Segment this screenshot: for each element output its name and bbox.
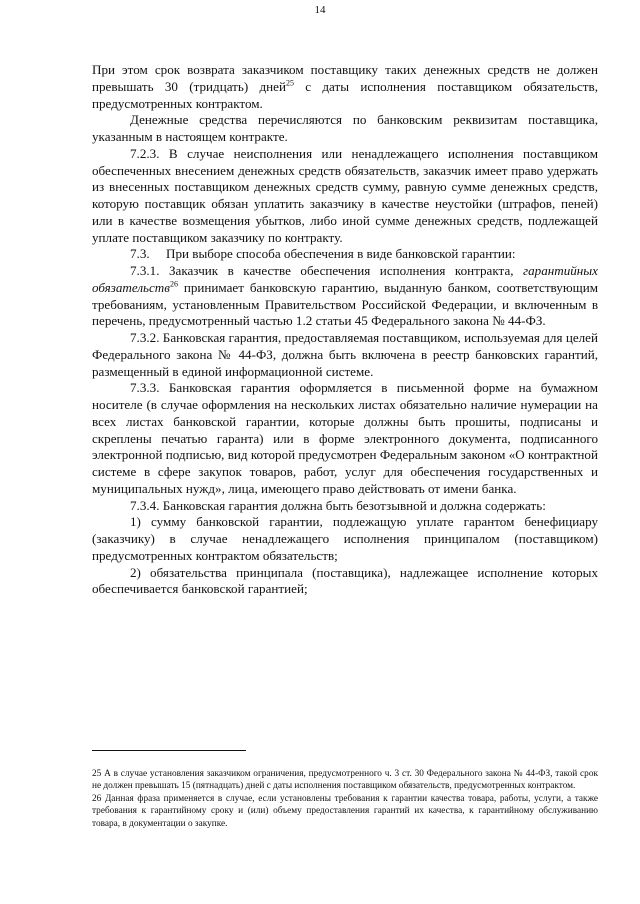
footnote-ref-26: 26 [169, 279, 178, 289]
list-item-1: 1) сумму банковской гарантии, подлежащую уплате гарантом бенефициару (заказчику) в случае ненадлежащего исполнения принципалом (поставщиком) предусмотренных контрактом обязательств; [92, 514, 598, 563]
paragraph-7-3-4: 7.3.4. Банковская гарантия должна быть безотзывной и должна содержать: [130, 497, 546, 513]
paragraph-7-2-3: 7.2.3. В случае неисполнения или ненадлежащего исполнения поставщиком обеспеченных внесением денежных средств обязательств, заказчик имеет право удержать из внесенных поставщиком денежных средств сумму, равную сумме денежных средств, которую поставщик обязан уплатить заказчику в качестве неустойки (штрафов, пеней) или в качестве возмещения убытков, либо иной сумме денежных средств, подлежащей уплате поставщиком заказчику по контракту. [92, 145, 598, 245]
paragraph-7-3: 7.3. При выборе способа обеспечения в виде банковской гарантии: [130, 246, 516, 262]
paragraph-return-term [92, 62, 598, 112]
text-run: При этом срок возврата заказчиком поставщику таких денежных средств не должен превышать 30 (тридцать) дней [92, 62, 598, 94]
footnotes [92, 768, 598, 830]
list-item-2: 2) обязательства принципала (поставщика), надлежащее исполнение которых обеспечивается банковской гарантией; [92, 564, 598, 597]
footnote-26: 26 Данная фраза применяется в случае, если установлены требования к гарантии качества товара, работы, услуги, а также требования к гарантийному сроку и (или) объему предоставления гарантий их качества, к гарантийному обслуживанию товара, в документации о закупке. [92, 793, 598, 829]
paragraph-7-3-1 [92, 263, 598, 330]
main-text [92, 62, 598, 598]
paragraph-7-3-2: 7.3.2. Банковская гарантия, предоставляемая поставщиком, используемая для целей Федерального закона № 44-ФЗ, должна быть включена в реестр банковских гарантий, размещенный в единой информационной системе. [92, 330, 598, 379]
footnote-25: 25 А в случае установления заказчиком ограничения, предусмотренного ч. 3 ст. 30 Федерального закона № 44-ФЗ, такой срок не должен превышать 15 (пятнадцать) дней с даты исполнения поставщиком обязательств, предусмотренных контрактом. [92, 769, 598, 792]
text-run: 7.3.1. Заказчик в качестве обеспечения исполнения контракта, [130, 263, 524, 278]
text-run: с даты исполнения поставщиком обязательств, предусмотренных контрактом. [92, 78, 598, 111]
text-run: принимает банковскую гарантию, выданную банком, соответствующим требованиям, установленным Правительством Российской Федерации, и включенным в перечень, предусмотренный частью 1.2 статьи 45 Федерального закона № 44-ФЗ. [92, 279, 598, 329]
italic-phrase: гарантийных обязательств [92, 263, 598, 295]
footnote-separator [92, 750, 246, 751]
paragraph-bank-details: Денежные средства перечисляются по банковским реквизитам поставщика, указанным в настоящем контракте. [92, 112, 598, 144]
page-number: 14 [314, 4, 326, 16]
paragraph-7-3-3: 7.3.3. Банковская гарантия оформляется в письменной форме на бумажном носителе (в случае оформления на нескольких листах обязательно наличие нумерации на всех листах банковской гарантии, которые должны быть прошиты, подписаны и скреплены печатью гаранта) или в форме электронного документа, подписанного электронной подписью, вид которой предусмотрен Федеральным законом «О контрактной системе в сфере закупок товаров, работ, услуг для обеспечения государственных и муниципальных нужд», лица, имеющего право действовать от имени банка. [92, 380, 598, 496]
footnote-ref-25: 25 [286, 78, 295, 88]
